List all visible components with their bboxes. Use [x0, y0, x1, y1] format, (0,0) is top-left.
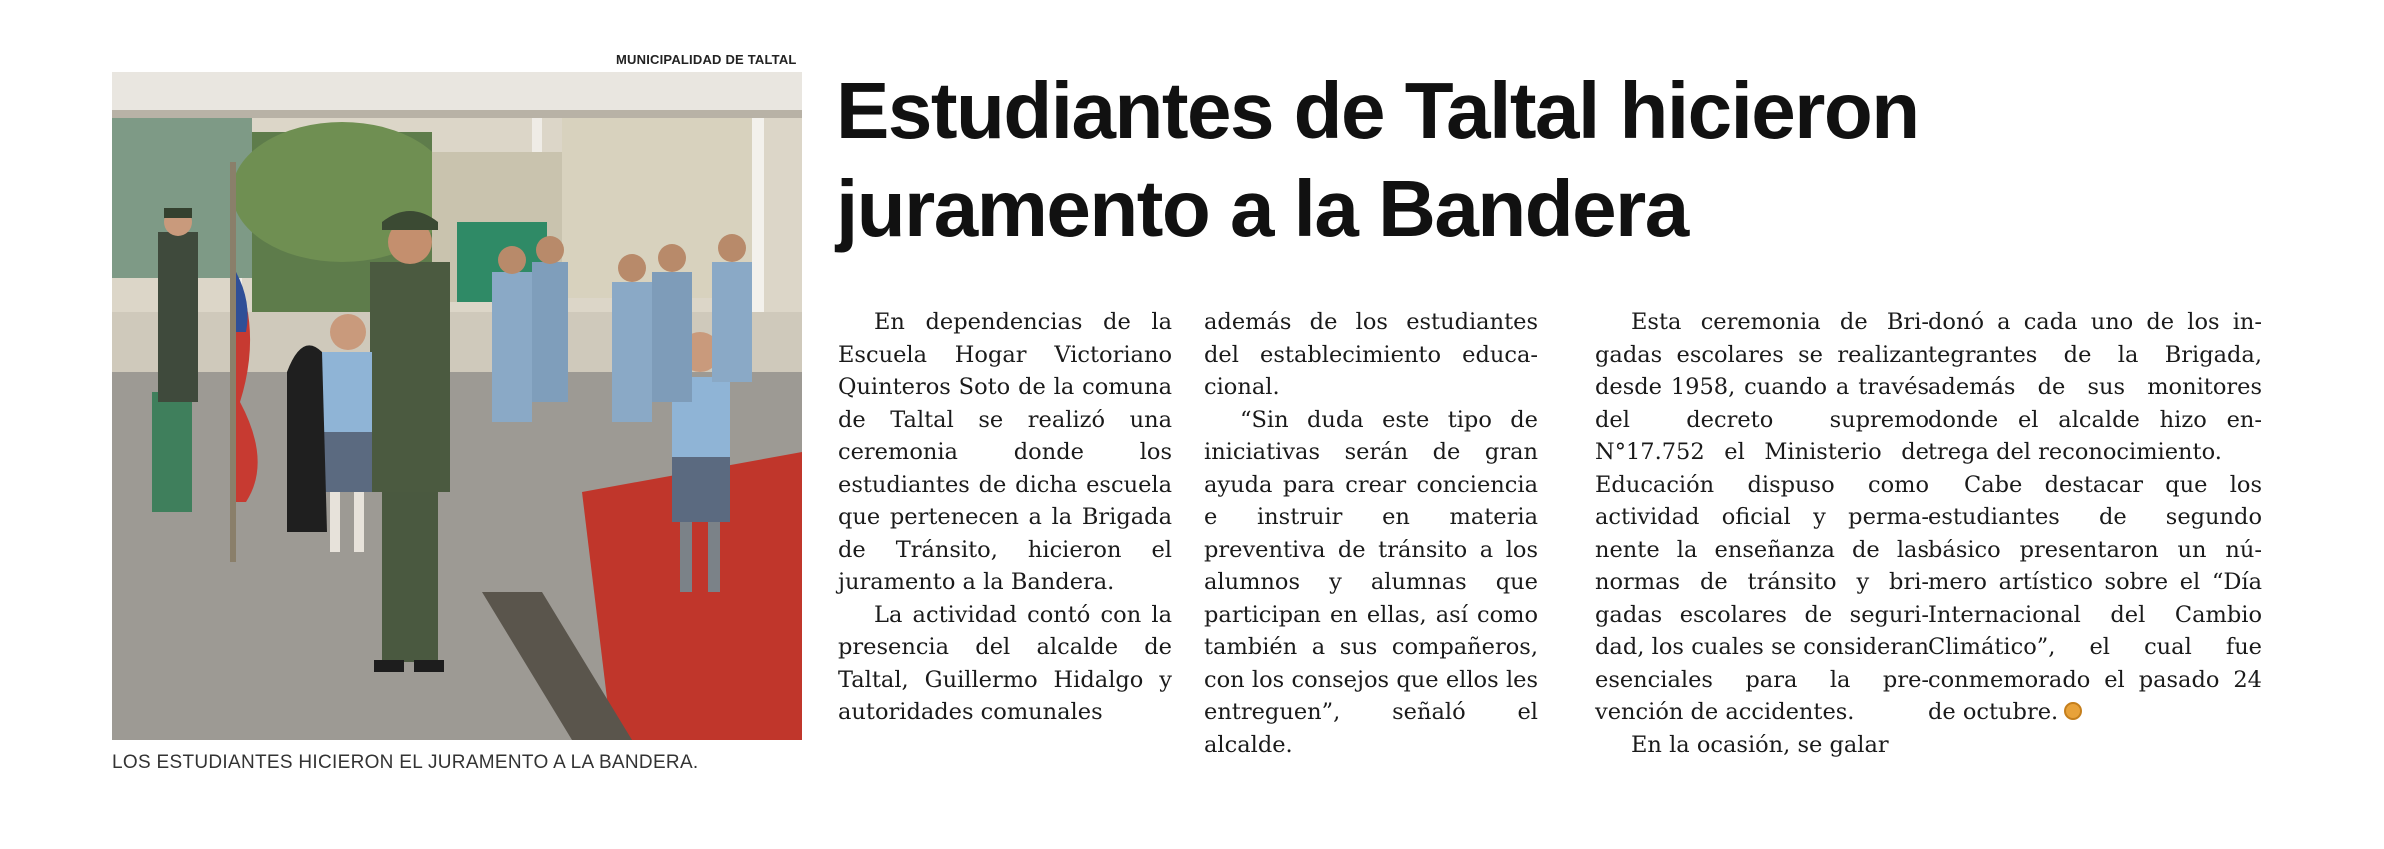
paragraph: “Sin duda este tipo de iniciativas serán de gran ayuda para crear conciencia e instruir en materia preventiva de tránsito a los alumnos y alumnas que participan en ellas, así como también a sus compañeros, con los consejos que ellos les entreguen”, señaló el alcalde. — [1204, 406, 1538, 758]
article-column-4 — [1928, 306, 2262, 729]
photo-credit: MUNICIPALIDAD DE TALTAL — [616, 52, 797, 67]
article-column-1 — [838, 306, 1172, 729]
headline: Estudiantes de Taltal hicieron juramento a la Bandera — [836, 66, 1919, 253]
paragraph: En dependencias de la Escuela Hogar Victoriano Quinteros Soto de la comuna de Taltal se realizó una ceremonia donde los estudiantes de dicha escuela que pertenecen a la Brigada de Tránsito, hicieron el juramento a la Bandera. — [838, 309, 1172, 595]
article-column-2 — [1204, 306, 1538, 761]
end-of-article-icon — [2064, 702, 2082, 720]
paragraph — [1928, 469, 2262, 729]
paragraph: La actividad contó con la presencia del alcalde de Taltal, Guillermo Hidalgo y autoridades comunales — [838, 601, 1172, 725]
news-photo — [112, 72, 802, 740]
paragraph: además de los estudiantes del establecimiento educacional. — [1204, 309, 1538, 400]
paragraph: Esta ceremonia de Brigadas escolares se realizan desde 1958, cuando a través del decreto supremo N°17.752 el Ministerio de Educación dispuso como actividad oficial y permanente la enseñanza de las normas de tránsito y brigadas escolares de seguridad, los cuales se consideran esenciales para la prevención de accidentes. — [1595, 309, 1929, 725]
article-column-3 — [1595, 306, 1929, 761]
paragraph: donó a cada uno de los integrantes de la Brigada, además de sus monitores donde el alcalde hizo entrega del reconocimiento. — [1928, 309, 2262, 465]
paragraph: En la ocasión, se galar — [1631, 731, 1889, 758]
photo-caption: LOS ESTUDIANTES HICIERON EL JURAMENTO A LA BANDERA. — [112, 752, 699, 773]
paragraph-text: Cabe destacar que los estudiantes de segundo básico presentaron un número artístico sobre el “Día Internacional del Cambio Climático”, el cual fue conmemorado el pasado 24 de octubre. — [1928, 471, 2262, 725]
